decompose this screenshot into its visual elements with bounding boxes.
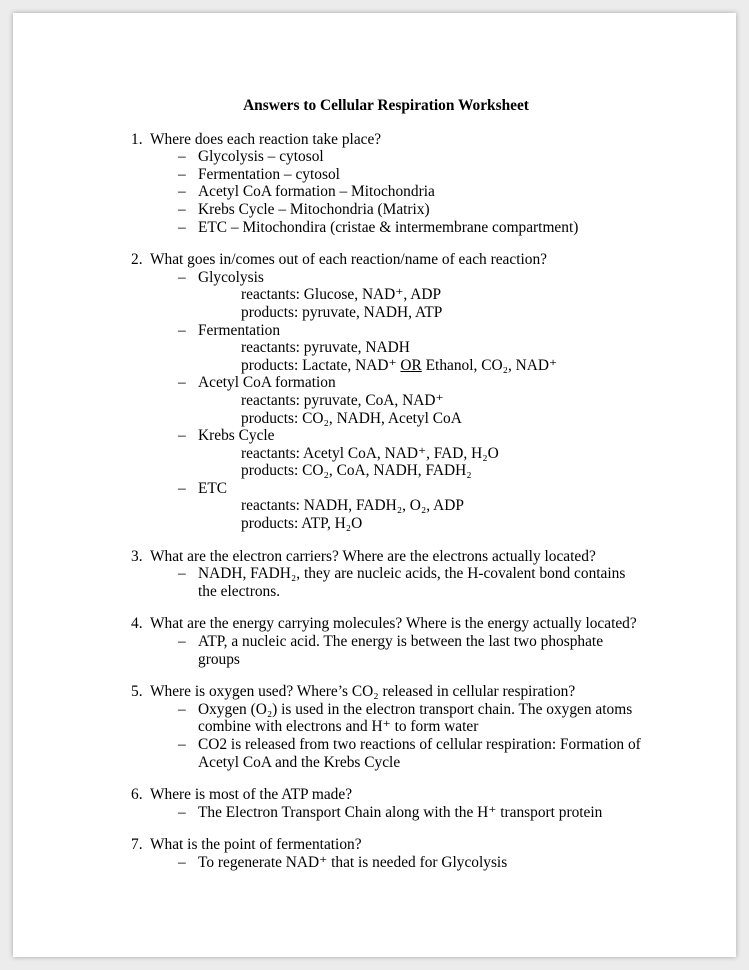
question-text: What is the point of fermentation?: [150, 836, 362, 854]
answer-subline: reactants: NADH, FADH₂, O₂, ADP: [241, 497, 464, 515]
question-text: Where does each reaction take place?: [150, 130, 382, 148]
dash-bullet: –: [178, 183, 186, 201]
question-line: [131, 786, 641, 804]
answer-text: ETC: [198, 479, 228, 497]
question-text: What are the electron carriers? Where are the electrons actually located?: [150, 547, 596, 565]
question-text: Where is most of the ATP made?: [150, 786, 353, 804]
dash-bullet: –: [178, 565, 186, 583]
answer-subline: reactants: Acetyl CoA, NAD⁺, FAD, H₂O: [241, 444, 499, 462]
question-block-7: [131, 836, 641, 871]
underlined-or-text: OR: [400, 356, 422, 374]
answer-text: To regenerate NAD⁺ that is needed for Glycolysis: [198, 853, 508, 871]
answer-item: [178, 701, 641, 736]
answer-text: ATP, a nucleic acid. The energy is between the last two phosphate groups: [198, 633, 604, 668]
dash-bullet: –: [178, 736, 186, 753]
question-line: [131, 548, 641, 566]
answer-item: [178, 736, 641, 771]
dash-bullet: –: [178, 427, 186, 445]
answer-subline: products: CO₂, CoA, NADH, FADH₂: [241, 462, 472, 480]
answer-subline: products: pyruvate, NADH, ATP: [241, 303, 443, 321]
question-text: Where is oxygen used? Where’s CO₂ released in cellular respiration?: [150, 683, 576, 701]
products-text-pre: products: Lactate, NAD⁺: [241, 356, 401, 374]
answer-item: [178, 201, 641, 219]
answer-text: The Electron Transport Chain along with the H⁺ transport protein: [198, 803, 603, 821]
document-page: [13, 13, 736, 957]
question-block-3: [131, 548, 641, 601]
answer-text: NADH, FADH₂, they are nucleic acids, the H-covalent bond contains the electrons.: [198, 565, 626, 600]
answer-item: [178, 148, 641, 166]
question-block-6: [131, 786, 641, 821]
answer-text: Oxygen (O₂) is used in the electron transport chain. The oxygen atoms combine with electrons and H⁺ to form water: [198, 700, 633, 736]
dash-bullet: –: [178, 218, 186, 236]
answer-subline: reactants: pyruvate, NADH: [241, 339, 410, 357]
answer-text: Glycolysis – cytosol: [198, 148, 324, 166]
question-number: 3.: [131, 547, 143, 565]
answer-text: Krebs Cycle – Mitochondria (Matrix): [198, 200, 430, 218]
dash-bullet: –: [178, 633, 186, 651]
question-line: [131, 615, 641, 633]
answer-item: [178, 480, 641, 498]
question-number: 2.: [131, 251, 143, 269]
dash-bullet: –: [178, 700, 186, 718]
question-block-4: [131, 615, 641, 668]
answer-item: [178, 166, 641, 184]
question-number: 1.: [131, 130, 143, 148]
worksheet-title: Answers to Cellular Respiration Worksheet: [243, 97, 529, 114]
answer-text: Fermentation: [198, 321, 281, 339]
answer-text: ETC – Mitochondira (cristae & intermembrane compartment): [198, 218, 579, 236]
answer-item: [178, 854, 641, 872]
answer-item: [178, 374, 641, 392]
question-block-2: [131, 251, 641, 533]
dash-bullet: –: [178, 803, 186, 821]
answer-subline: reactants: Glucose, NAD⁺, ADP: [241, 286, 442, 304]
answer-text: Fermentation – cytosol: [198, 165, 340, 183]
question-line: [131, 131, 641, 149]
question-line: [131, 683, 641, 701]
question-number: 4.: [131, 615, 143, 633]
question-number: 7.: [131, 836, 143, 854]
dash-bullet: –: [178, 479, 186, 497]
question-block-5: [131, 683, 641, 771]
answer-subline: reactants: pyruvate, CoA, NAD⁺: [241, 391, 444, 409]
answer-item: [178, 219, 641, 237]
answer-item: [178, 183, 641, 201]
dash-bullet: –: [178, 321, 186, 339]
dash-bullet: –: [178, 374, 186, 392]
answer-item: [178, 269, 641, 287]
answer-text: Krebs Cycle: [198, 427, 275, 445]
question-text: What are the energy carrying molecules? Where is the energy actually located?: [150, 615, 637, 633]
answer-subline: products: CO₂, NADH, Acetyl CoA: [241, 409, 462, 427]
question-line: [131, 836, 641, 854]
dash-bullet: –: [178, 200, 186, 218]
document-content: [13, 13, 736, 872]
question-number: 6.: [131, 786, 143, 804]
products-text-post: Ethanol, CO₂, NAD⁺: [421, 356, 558, 374]
answer-item: [178, 633, 641, 668]
answer-text: Acetyl CoA formation – Mitochondria: [198, 183, 435, 201]
question-block-1: [131, 131, 641, 237]
answer-subline: products: ATP, H₂O: [241, 515, 363, 533]
answer-text: Glycolysis: [198, 268, 264, 286]
answer-item: [178, 565, 641, 600]
answer-item: [178, 322, 641, 340]
dash-bullet: –: [178, 148, 186, 166]
dash-bullet: –: [178, 853, 186, 871]
question-line: [131, 251, 641, 269]
answer-item: [178, 427, 641, 445]
answer-subline: [241, 357, 641, 375]
answer-text: Acetyl CoA formation: [198, 374, 336, 392]
dash-bullet: –: [178, 165, 186, 183]
question-number: 5.: [131, 683, 143, 701]
dash-bullet: –: [178, 268, 186, 286]
answer-text: CO2 is released from two reactions of cellular respiration: Formation of Acetyl CoA and the Krebs Cycle: [198, 736, 641, 771]
answer-item: [178, 804, 641, 822]
question-text: What goes in/comes out of each reaction/name of each reaction?: [150, 251, 547, 269]
